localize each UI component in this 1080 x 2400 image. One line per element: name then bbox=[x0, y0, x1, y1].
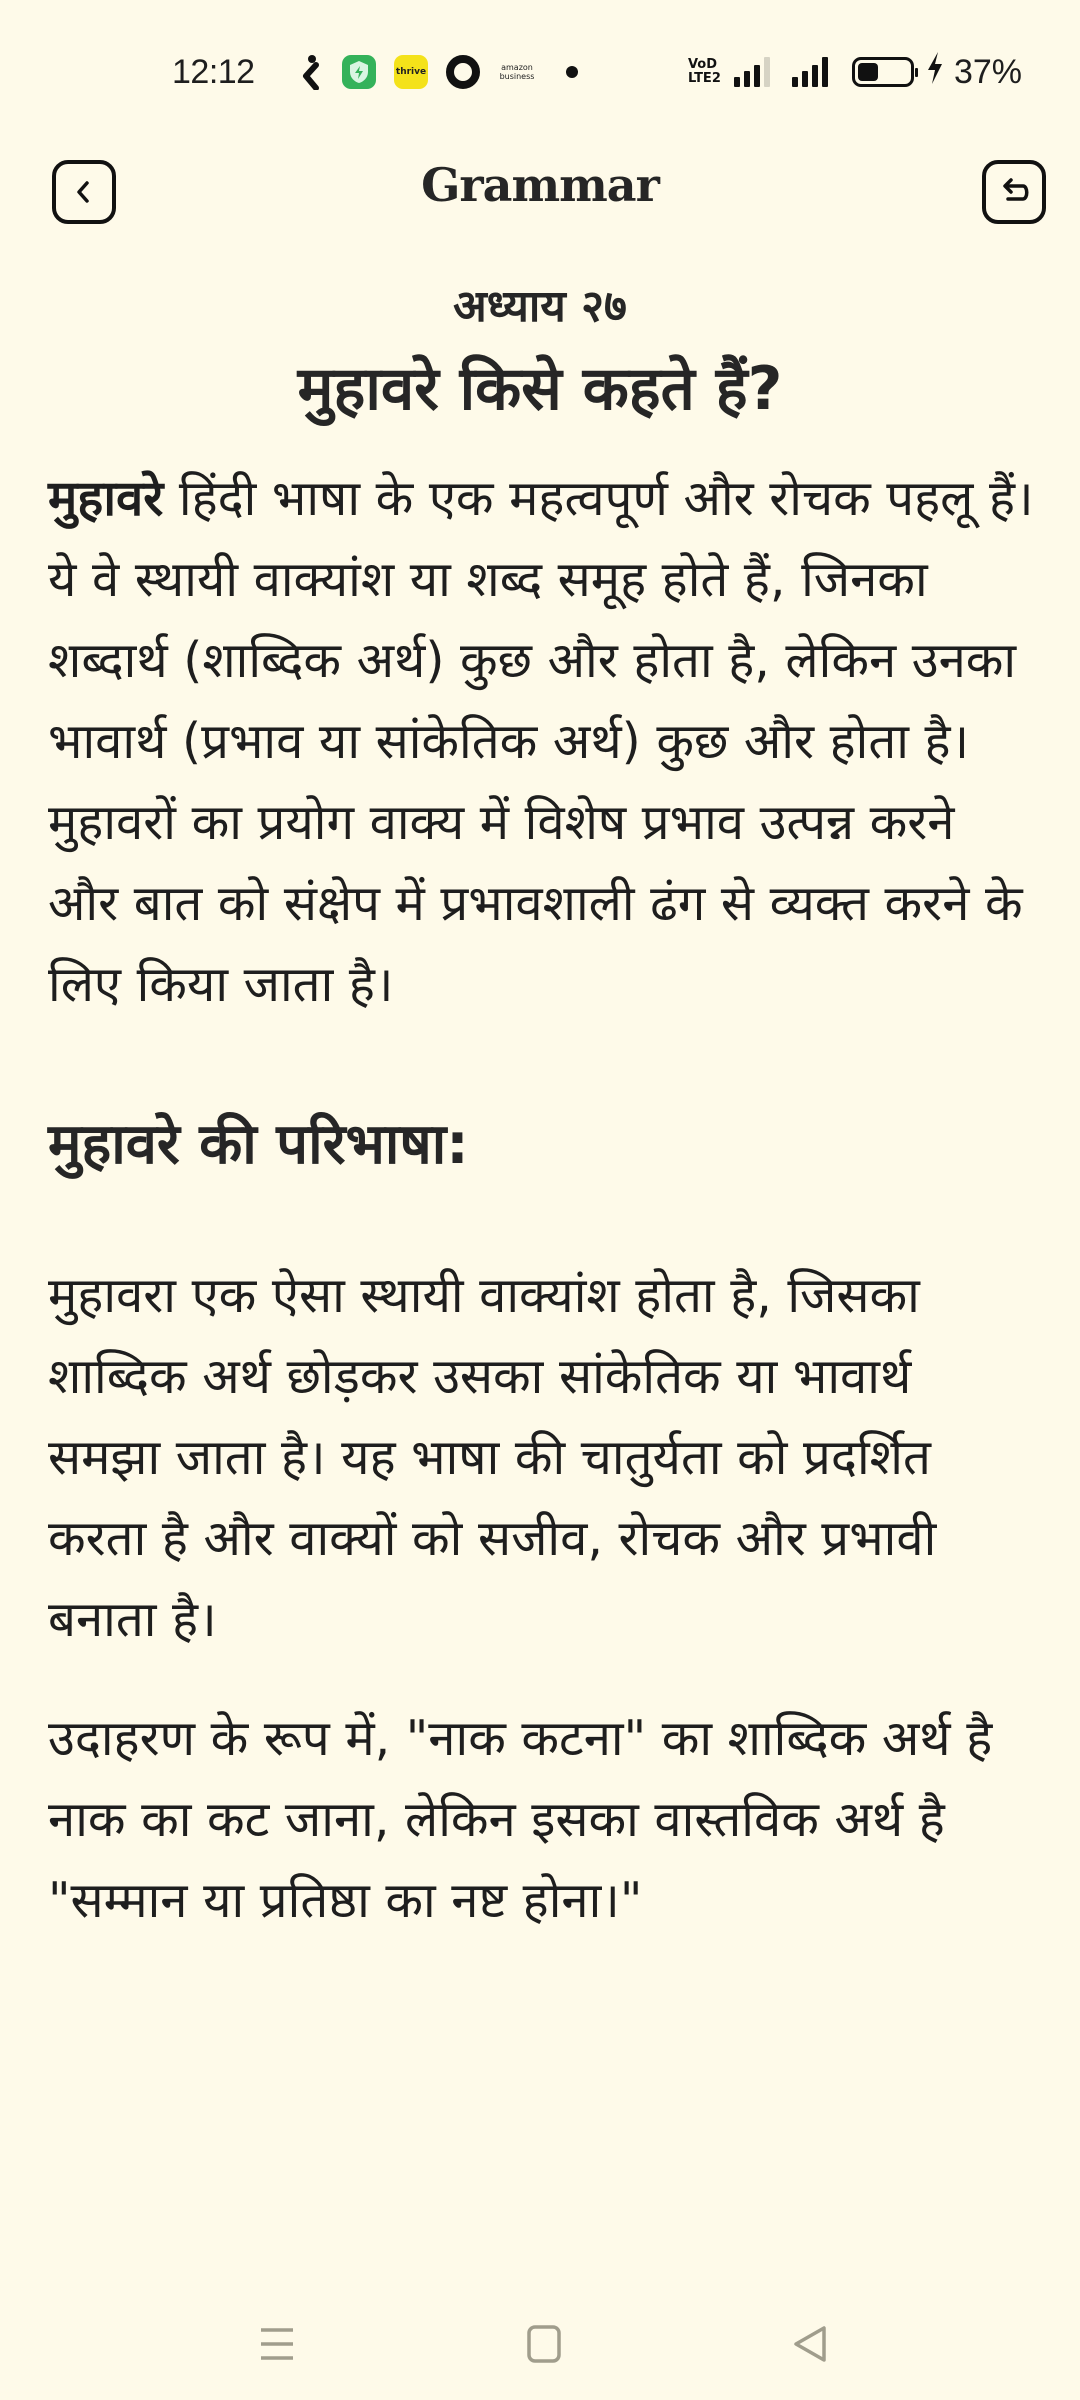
status-bar bbox=[0, 40, 1080, 104]
ring-app-icon bbox=[446, 55, 480, 89]
example-paragraph: उदाहरण के रूप में, "नाक कटना" का शाब्दिक अर्थ है नाक का कट जाना, लेकिन इसका वास्तविक अर्थ है "सम्मान या प्रतिष्ठा का नष्ट होना।" bbox=[48, 1710, 993, 1929]
signal-sim2-icon bbox=[792, 57, 828, 87]
charging-bolt-icon bbox=[926, 52, 944, 92]
business-label: business bbox=[499, 72, 535, 81]
article-content bbox=[48, 272, 1038, 1941]
more-notifications-dot-icon bbox=[566, 66, 578, 78]
recents-button[interactable] bbox=[253, 2320, 301, 2368]
home-square-icon bbox=[524, 2324, 564, 2364]
home-button[interactable] bbox=[520, 2320, 568, 2368]
signal-sim1-icon bbox=[734, 57, 770, 87]
undo-arrow-icon bbox=[996, 174, 1032, 210]
k-app-icon bbox=[300, 55, 324, 89]
nav-back-button[interactable] bbox=[786, 2320, 834, 2368]
article-title: मुहावरे किसे कहते हैं? bbox=[297, 354, 783, 424]
battery-icon bbox=[852, 57, 914, 87]
definition-paragraph: मुहावरा एक ऐसा स्थायी वाक्यांश होता है, जिसका शाब्दिक अर्थ छोड़कर उसका सांकेतिक या भावार्थ समझा जाता है। यह भाषा की चातुर्यता को प्रदर्शित करता है और वाक्यों को सजीव, रोचक और प्रभावी बनाता है। bbox=[48, 1267, 937, 1648]
intro-bold-term: मुहावरे bbox=[48, 470, 164, 527]
volte-top: VoD bbox=[687, 57, 718, 72]
amazon-label: amazon bbox=[501, 63, 533, 72]
status-time: 12:12 bbox=[172, 52, 255, 91]
volte-icon bbox=[688, 58, 724, 86]
amazon-business-icon bbox=[498, 55, 536, 89]
back-triangle-icon bbox=[790, 2324, 830, 2364]
battery-percent: 37% bbox=[953, 52, 1022, 91]
page-title: Grammar bbox=[421, 158, 659, 212]
notification-icons bbox=[300, 40, 578, 104]
app-header bbox=[0, 150, 1080, 234]
intro-text: हिंदी भाषा के एक महत्वपूर्ण और रोचक पहलू हैं। ये वे स्थायी वाक्यांश या शब्द समूह होते हैं, जिनका शब्दार्थ (शाब्दिक अर्थ) कुछ और होता है, लेकिन उनका भावार्थ (प्रभाव या सांकेतिक अर्थ) कुछ और होता है। मुहावरों का प्रयोग वाक्य में विशेष प्रभाव उत्पन्न करने और बात को संक्षेप में प्रभावशाली ढंग से व्यक्त करने के लिए किया जाता है। bbox=[48, 470, 1034, 1013]
system-icons bbox=[688, 40, 1022, 104]
undo-button[interactable] bbox=[982, 160, 1046, 224]
thrive-app-icon: thrive bbox=[394, 55, 428, 89]
volte-bottom: LTE2 bbox=[687, 71, 721, 86]
intro-paragraph bbox=[48, 458, 1038, 1025]
chapter-label: अध्याय २७ bbox=[453, 281, 627, 332]
recents-menu-icon bbox=[257, 2324, 297, 2364]
shield-bolt-app-icon bbox=[342, 55, 376, 89]
battery-level bbox=[858, 63, 878, 81]
system-navigation-bar bbox=[0, 2280, 1080, 2400]
definition-heading: मुहावरे की परिभाषा: bbox=[48, 1112, 469, 1177]
